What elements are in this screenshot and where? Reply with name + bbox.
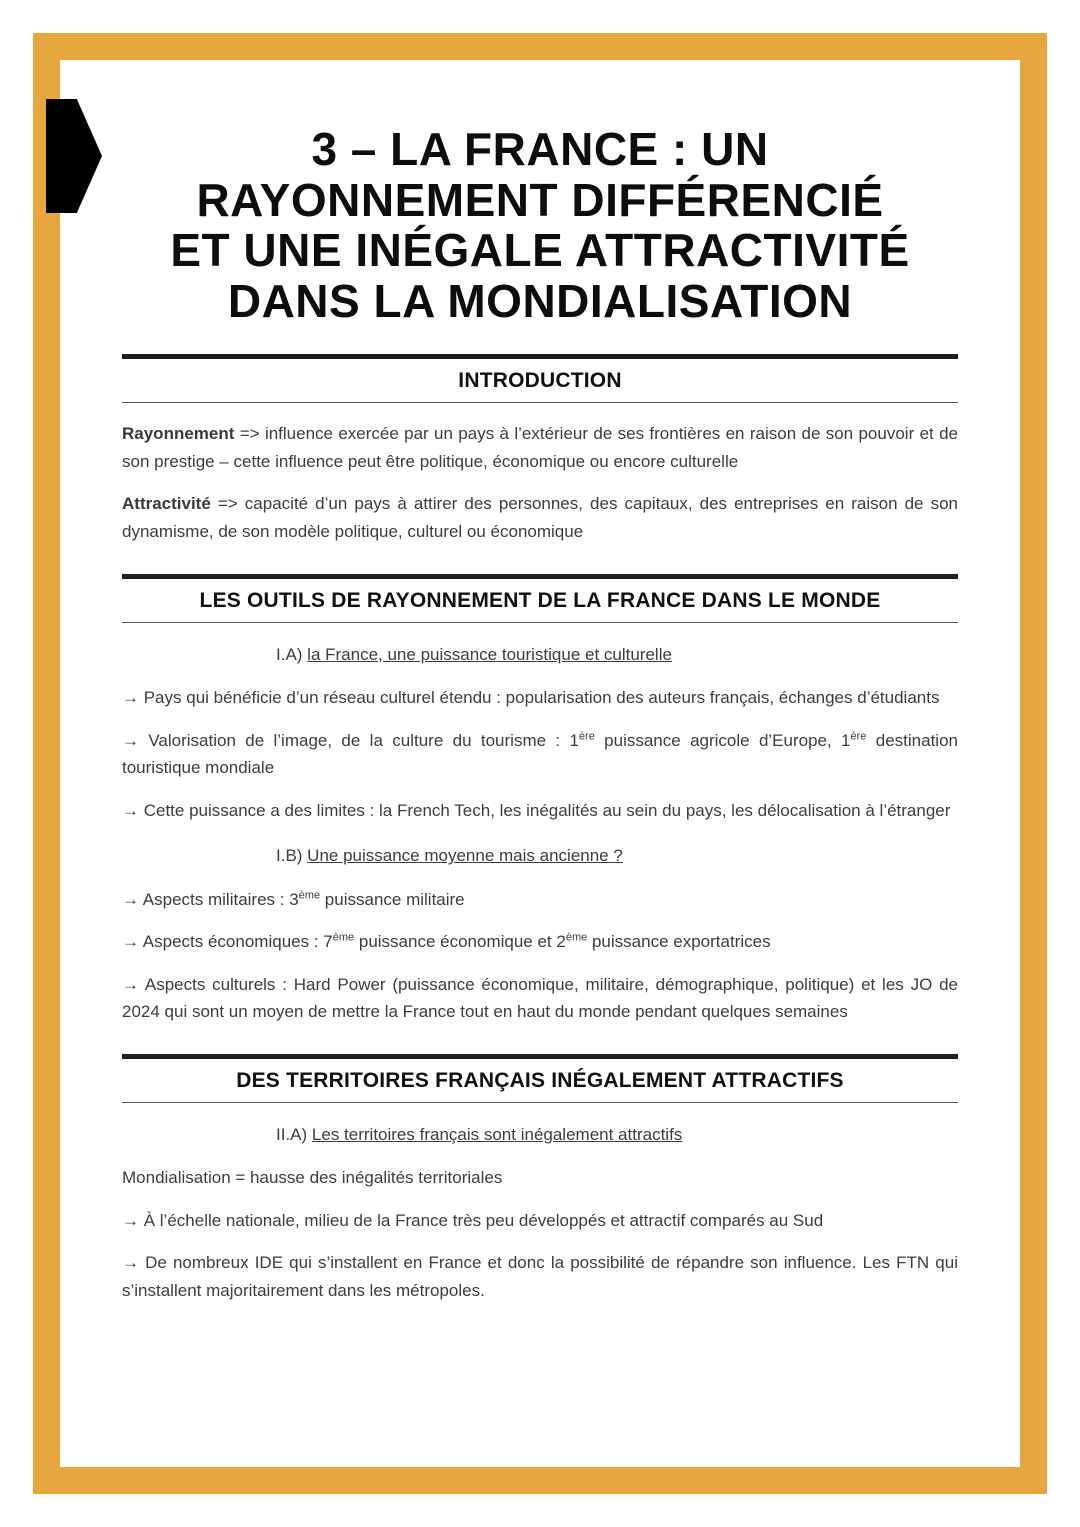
superscript-ordinal: ère — [578, 729, 595, 742]
title-line-3: ET UNE INÉGALE ATTRACTIVITÉ — [170, 224, 910, 277]
superscript-ordinal: ème — [298, 889, 321, 902]
section-heading-territoires: DES TERRITOIRES FRANÇAIS INÉGALEMENT ATTRACTIFS — [122, 1054, 958, 1103]
subsection-heading-ib — [276, 842, 958, 870]
subsection-ib-label: I.B) — [276, 846, 308, 866]
section-heading-outils: LES OUTILS DE RAYONNEMENT DE LA FRANCE DANS LE MONDE — [122, 574, 958, 623]
document-title — [122, 124, 958, 326]
bullet-economiques-seg-c: puissance exportatrices — [587, 932, 771, 952]
document-content — [60, 60, 1020, 1467]
bullet-economiques-seg-a: → Aspects économiques : 7 — [122, 932, 333, 952]
bullet-ide-ftn: → De nombreux IDE qui s’installent en France et donc la possibilité de répandre son influence. Les FTN qui s’installent majoritairement dans les métropoles. — [122, 1253, 958, 1300]
bullet-valorisation-seg-c: destination touristique mondiale — [122, 730, 958, 778]
superscript-ordinal: ème — [565, 931, 588, 944]
subsection-ib-title: Une puissance moyenne mais ancienne ? — [307, 846, 623, 866]
definition-rayonnement — [122, 420, 958, 475]
title-line-4: DANS LA MONDIALISATION — [227, 274, 853, 327]
bullet-valorisation-seg-b: puissance agricole d’Europe, 1 — [594, 730, 851, 750]
page-border-frame — [33, 33, 1047, 1494]
bullet-valorisation-image — [122, 727, 958, 782]
bullet-militaires-seg-a: → Aspects militaires : 3 — [122, 889, 299, 909]
title-line-1: 3 – LA FRANCE : UN — [311, 123, 769, 175]
title-line-2: RAYONNEMENT DIFFÉRENCIÉ — [196, 173, 884, 226]
subsection-ia-title: la France, une puissance touristique et culturelle — [307, 644, 672, 664]
note-mondialisation: Mondialisation = hausse des inégalités territoriales — [122, 1168, 503, 1188]
superscript-ordinal: ère — [850, 729, 867, 742]
bullet-aspects-militaires — [122, 886, 958, 914]
bullet-valorisation-seg-a: → Valorisation de l’image, de la culture du tourisme : 1 — [122, 730, 579, 750]
subsection-heading-iia — [276, 1121, 958, 1149]
bullet-echelle-nationale: → À l’échelle nationale, milieu de la France très peu développés et attractif comparés au Sud — [122, 1210, 824, 1230]
bullet-militaires-seg-b: puissance militaire — [320, 889, 465, 909]
bullet-limites: → Cette puissance a des limites : la French Tech, les inégalités au sein du pays, les délocalisation à l’étranger — [122, 800, 951, 820]
bullet-economiques-seg-b: puissance économique et 2 — [354, 932, 566, 952]
subsection-ia-label: I.A) — [276, 644, 308, 664]
subsection-iia-label: II.A) — [276, 1124, 312, 1144]
subsection-heading-ia — [276, 641, 958, 669]
bullet-aspects-culturels: → Aspects culturels : Hard Power (puissance économique, militaire, démographique, politique) et les JO de 2024 qui sont un moyen de mettre la France tout en haut du monde pendant quelques semaines — [122, 974, 958, 1022]
bullet-reseau-culturel: → Pays qui bénéficie d’un réseau culturel étendu : popularisation des auteurs français, échanges d’étudiants — [122, 688, 940, 708]
term-rayonnement: Rayonnement — [122, 424, 235, 444]
section-heading-introduction: INTRODUCTION — [122, 354, 958, 403]
subsection-iia-title: Les territoires français sont inégalement attractifs — [311, 1124, 683, 1144]
term-attractivite: Attractivité — [122, 494, 211, 514]
definition-rayonnement-text: => influence exercée par un pays à l’extérieur de ses frontières en raison de son pouvoir et de son prestige – cette influence peut être politique, économique ou encore culturelle — [122, 424, 958, 471]
bullet-aspects-economiques — [122, 928, 958, 956]
superscript-ordinal: ème — [332, 931, 355, 944]
definition-attractivite-text: => capacité d’un pays à attirer des personnes, des capitaux, des entreprises en raison de son dynamisme, de son modèle politique, culturel ou économique — [122, 494, 958, 541]
definition-attractivite — [122, 490, 958, 545]
